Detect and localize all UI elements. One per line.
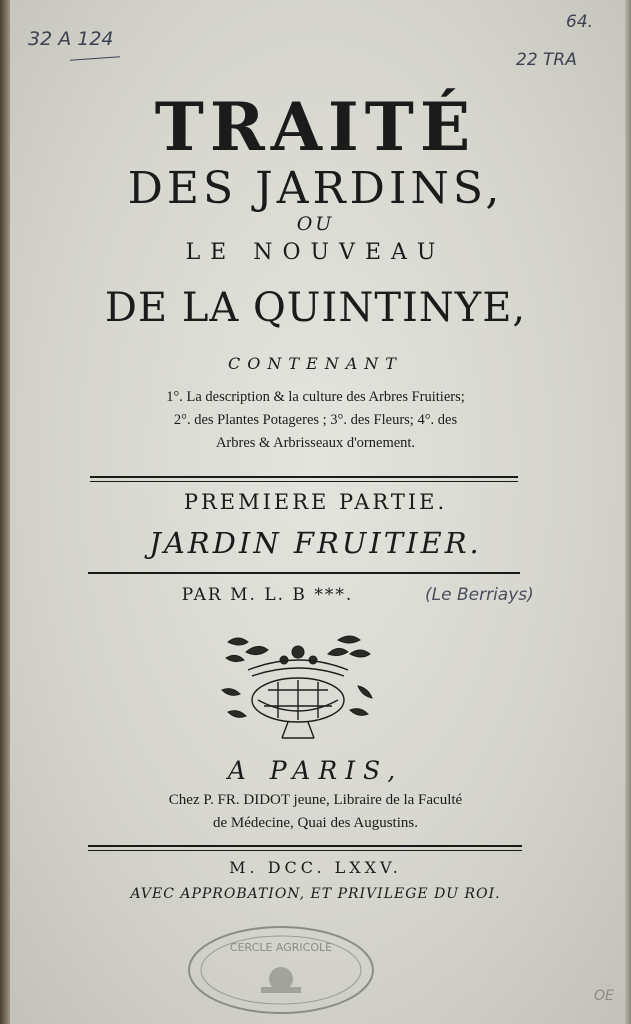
- title-line-2: DES JARDINS,: [127, 163, 504, 214]
- description-line-2: 2°. des Plantes Potageres ; 3°. des Fleurs; 4°. des: [173, 412, 458, 428]
- title-line-3: LE NOUVEAU: [185, 240, 446, 265]
- contenant-heading: CONTENANT: [228, 354, 403, 373]
- floral-basket-ornament: [218, 630, 378, 742]
- library-stamp: [185, 923, 377, 1017]
- title-line-4: DE LA QUINTINYE,: [104, 285, 527, 331]
- stamp-text: CERCLE AGRICOLE: [229, 941, 333, 954]
- double-rule-top-b: [90, 481, 518, 482]
- single-rule: [88, 572, 520, 574]
- title-line-1: TRAITÉ: [154, 88, 477, 166]
- description-line-1: 1°. La description & la culture des Arbres Fruitiers;: [166, 389, 465, 405]
- double-rule-bottom-a: [88, 845, 522, 847]
- handwritten-shelfmark: 32 A 124: [28, 28, 114, 50]
- handwritten-classmark: 22 TRA: [516, 50, 577, 70]
- publisher-line-2: de Médecine, Quai des Augustins.: [213, 815, 418, 831]
- handwritten-underline: [70, 56, 120, 60]
- handwritten-corner-mark: OE: [594, 988, 614, 1004]
- description-line-3: Arbres & Arbrisseaux d'ornement.: [215, 435, 416, 451]
- part-title: JARDIN FRUITIER.: [149, 526, 482, 560]
- handwritten-number: 64.: [566, 12, 594, 32]
- city: A PARIS,: [227, 756, 404, 785]
- privilege-line: AVEC APPROBATION, ET PRIVILEGE DU ROI.: [130, 886, 501, 902]
- title-or: OU: [296, 213, 335, 235]
- part-heading: PREMIERE PARTIE.: [183, 490, 448, 514]
- publication-date: M. DCC. LXXV.: [229, 858, 402, 877]
- author-line: PAR M. L. B ***.: [181, 585, 354, 605]
- handwritten-author-note: (Le Berriays): [425, 585, 534, 605]
- publisher-line-1: Chez P. FR. DIDOT jeune, Libraire de la Faculté: [168, 792, 463, 808]
- double-rule-bottom-b: [88, 850, 522, 851]
- double-rule-top-a: [90, 476, 518, 478]
